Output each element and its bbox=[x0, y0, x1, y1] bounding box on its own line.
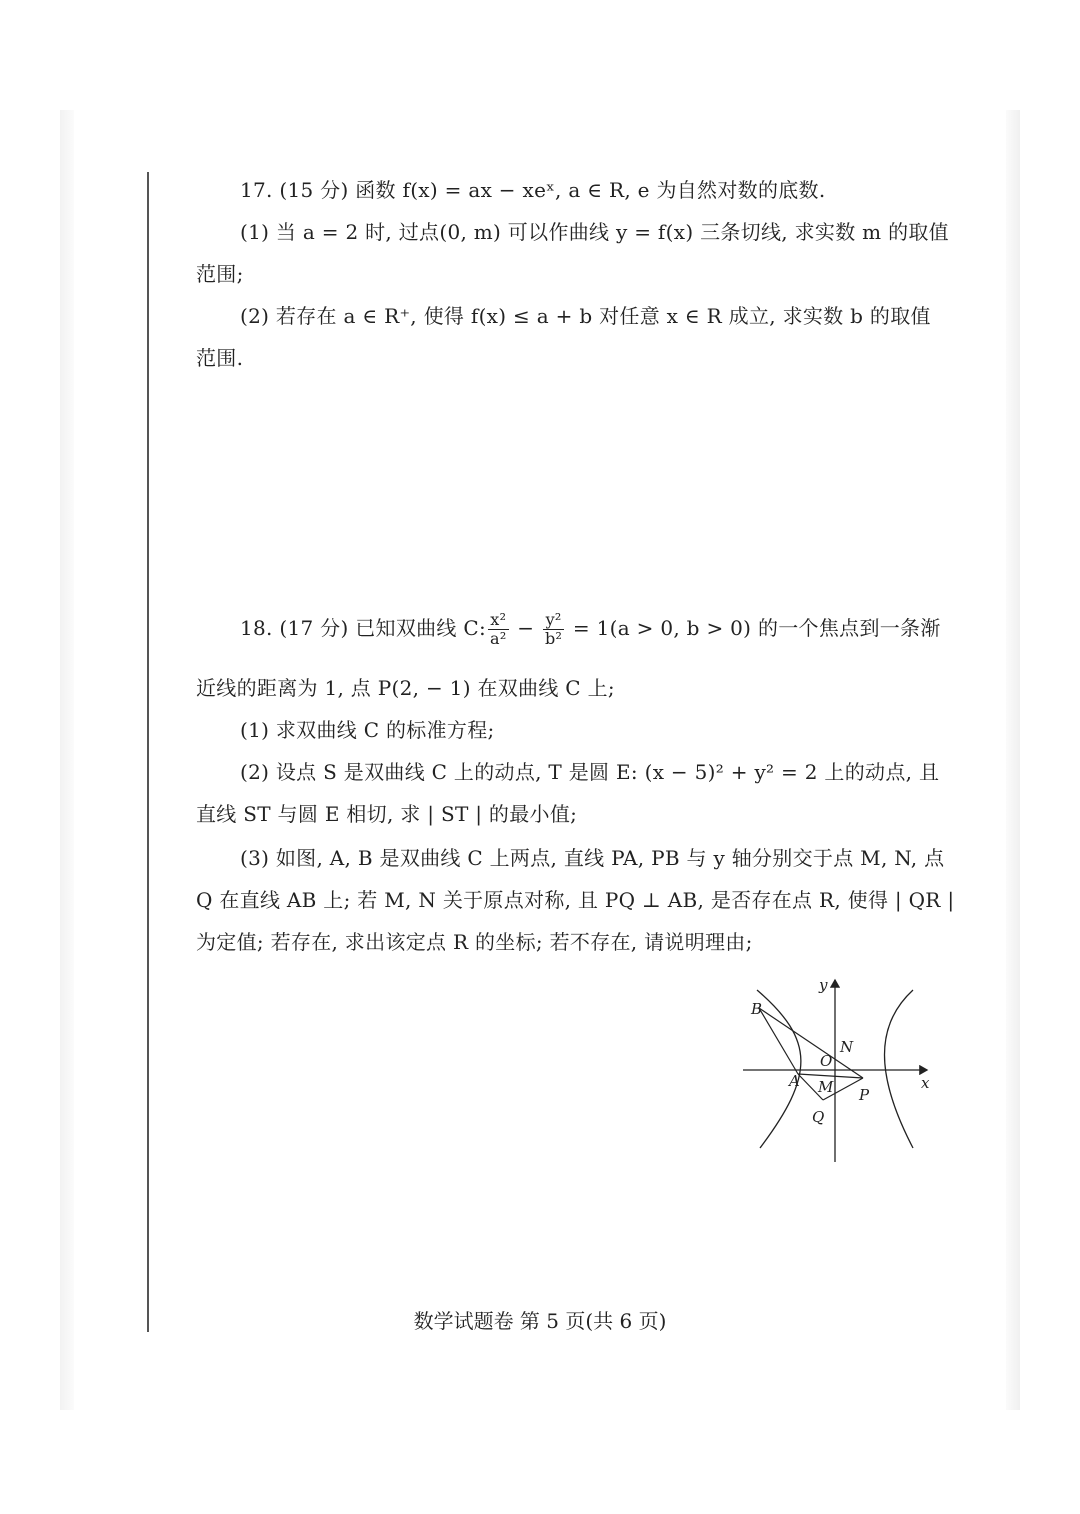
fraction-numerator: x² bbox=[488, 611, 509, 630]
label-P: P bbox=[859, 1086, 870, 1104]
fraction-denominator: a² bbox=[490, 629, 507, 648]
label-A: A bbox=[789, 1072, 800, 1090]
fraction-x2-a2 bbox=[488, 611, 509, 648]
label-x: x bbox=[921, 1074, 930, 1092]
hyperbola-right-branch bbox=[885, 990, 914, 1148]
hyperbola-left-branch bbox=[757, 990, 801, 1148]
fraction-numerator: y² bbox=[543, 611, 564, 630]
line-AB bbox=[759, 1008, 798, 1074]
page-footer: 数学试题卷 第 5 页(共 6 页) bbox=[413, 1309, 667, 1333]
q18-stem-suffix: = 1(a > 0, b > 0) 的一个焦点到一条渐 bbox=[566, 616, 941, 640]
label-M: M bbox=[818, 1078, 834, 1096]
q18-part1: (1) 求双曲线 C 的标准方程; bbox=[240, 718, 495, 742]
q18-part3-line1: (3) 如图, A, B 是双曲线 C 上两点, 直线 PA, PB 与 y 轴分别交于点 M, N, 点 bbox=[240, 846, 945, 870]
q17-part2-line2: 范围. bbox=[196, 346, 244, 370]
q18-stem bbox=[240, 606, 941, 650]
fraction-y2-b2 bbox=[543, 611, 564, 648]
q18-stem-line2: 近线的距离为 1, 点 P(2, − 1) 在双曲线 C 上; bbox=[196, 676, 615, 700]
q18-part2-line2: 直线 ST 与圆 E 相切, 求 | ST | 的最小值; bbox=[196, 802, 578, 826]
binding-line bbox=[147, 172, 149, 1332]
minus-sign: − bbox=[510, 616, 541, 640]
label-B: B bbox=[751, 1000, 763, 1018]
q17-part1-line1: (1) 当 a = 2 时, 过点(0, m) 可以作曲线 y = f(x) 三条切线, 求实数 m 的取值 bbox=[240, 220, 949, 244]
q17-stem: 17. (15 分) 函数 f(x) = ax − xeˣ, a ∈ R, e 为自然对数的底数. bbox=[240, 178, 826, 202]
label-O: O bbox=[820, 1052, 833, 1070]
fraction-denominator: b² bbox=[544, 629, 563, 648]
q18-part3-line3: 为定值; 若存在, 求出该定点 R 的坐标; 若不存在, 请说明理由; bbox=[196, 930, 753, 954]
q18-stem-prefix: 18. (17 分) 已知双曲线 C: bbox=[240, 616, 487, 640]
q18-part3-line2: Q 在直线 AB 上; 若 M, N 关于原点对称, 且 PQ ⊥ AB, 是否存在点 R, 使得 | QR | bbox=[196, 888, 955, 912]
label-Q: Q bbox=[812, 1108, 825, 1126]
q17-part1-line2: 范围; bbox=[196, 262, 244, 286]
sheet-edge-left bbox=[60, 110, 74, 1410]
q17-part2-line1: (2) 若存在 a ∈ R⁺, 使得 f(x) ≤ a + b 对任意 x ∈ R 成立, 求实数 b 的取值 bbox=[240, 304, 931, 328]
label-y: y bbox=[819, 976, 828, 994]
hyperbola-diagram bbox=[735, 970, 935, 1170]
sheet-edge-right bbox=[1006, 110, 1020, 1410]
q18-part2-line1: (2) 设点 S 是双曲线 C 上的动点, T 是圆 E: (x − 5)² + y² = 2 上的动点, 且 bbox=[240, 760, 940, 784]
label-N: N bbox=[840, 1038, 854, 1056]
